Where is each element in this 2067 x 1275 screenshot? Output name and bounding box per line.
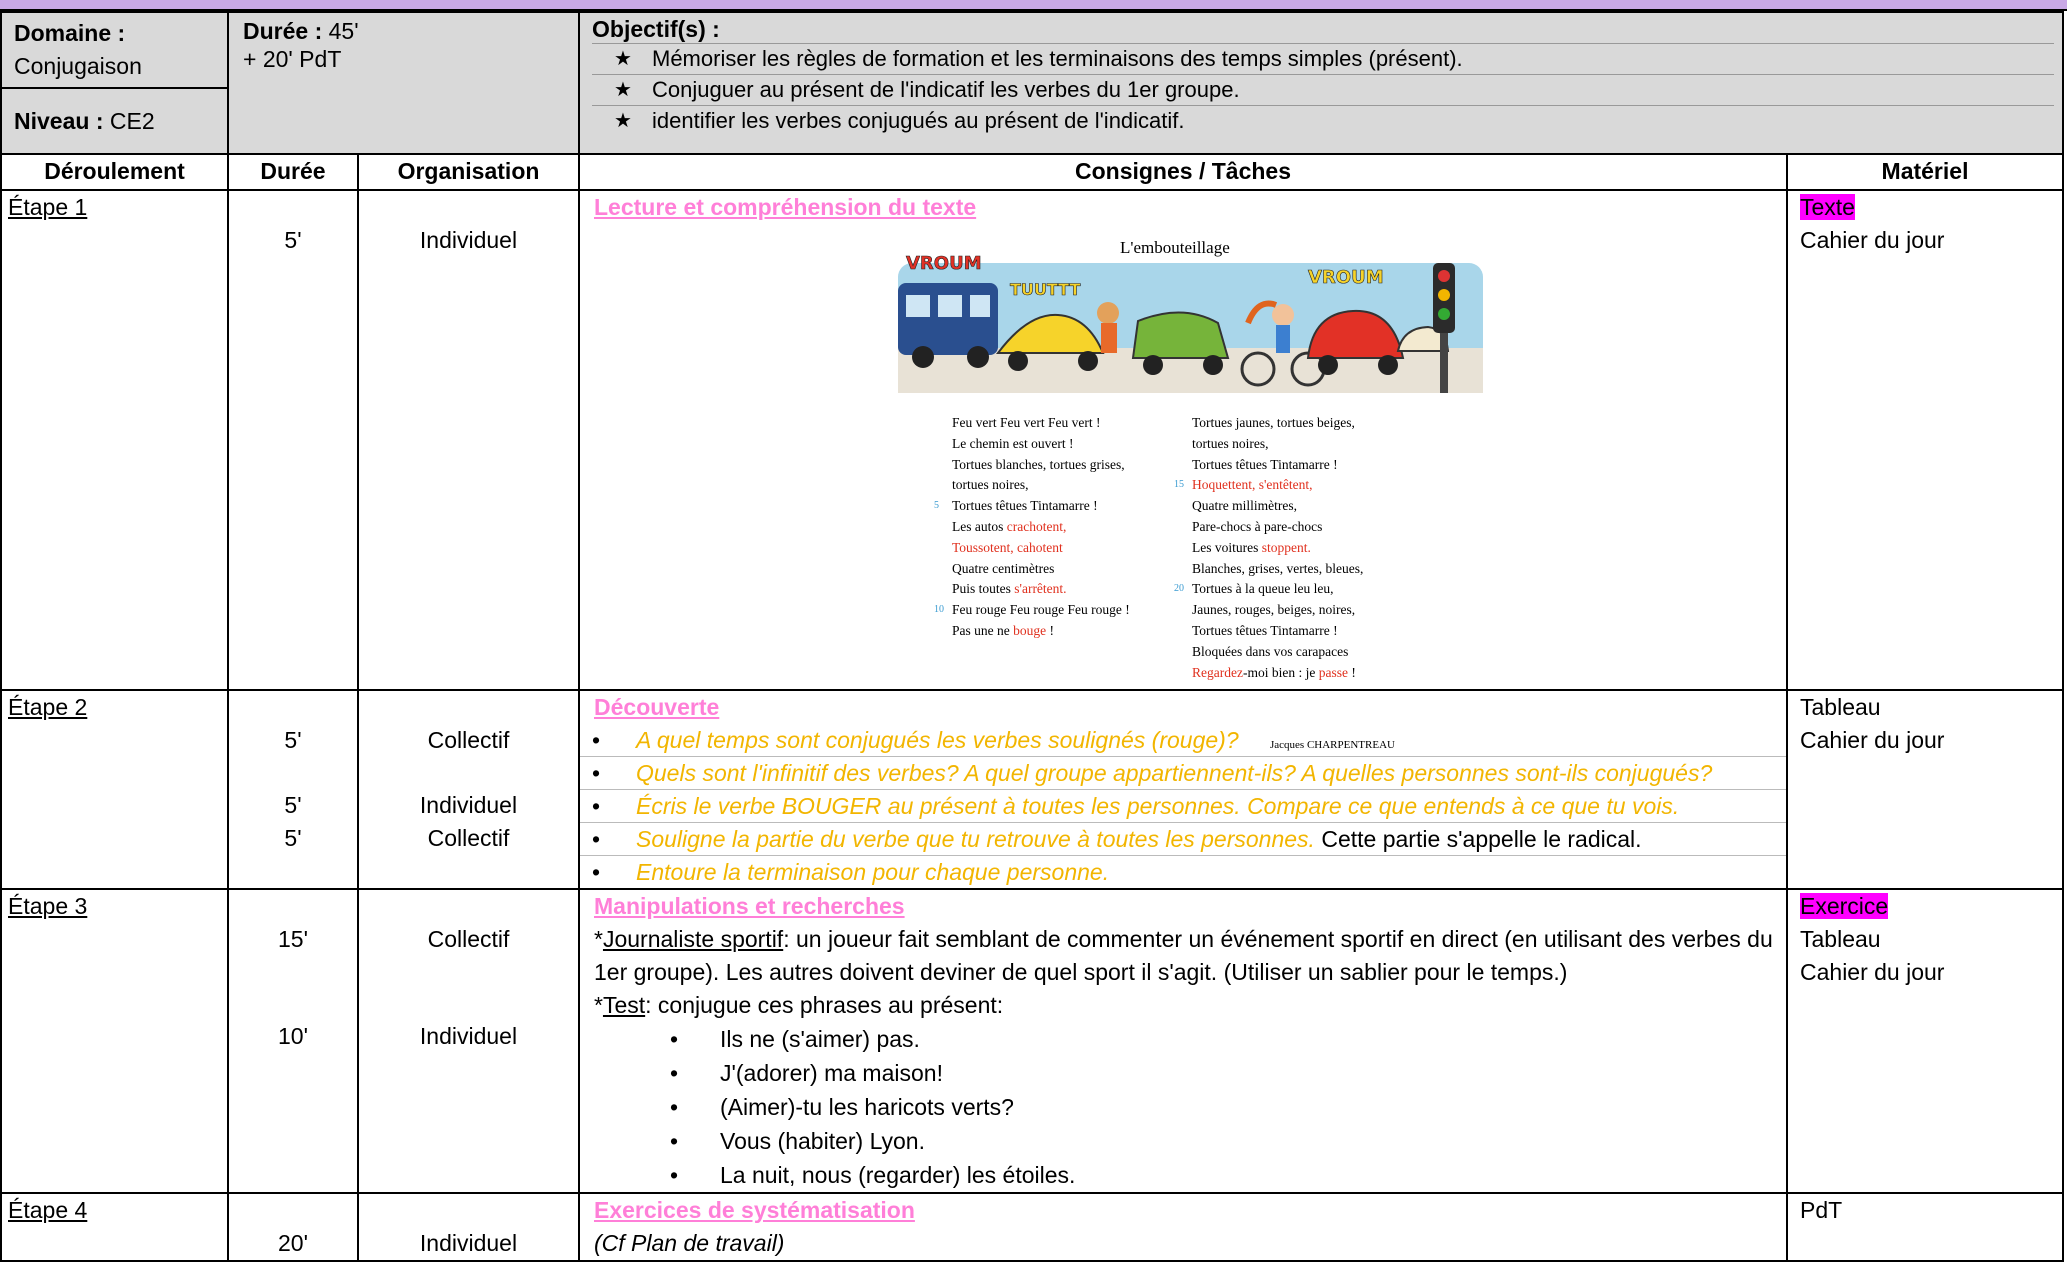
materiel-item: PdT [1800,1197,1843,1223]
org-value: Individuel [419,1023,518,1049]
org-cell [358,190,579,690]
duree-value: 20' [278,1230,308,1256]
line-number: 20 [1174,583,1184,595]
step-label-cell [1,190,228,690]
line-number: 15 [1174,479,1184,491]
line-number: 10 [934,604,944,616]
poem-text: Feu vert Feu vert Feu vert ! [952,415,1101,430]
vroum-text-right: VROUM [1308,267,1384,288]
step-label-cell [1,690,228,889]
journaliste-paragraph: *Journaliste sportif: un joueur fait semblant de commenter un événement sportif en direct (en utilisant des verbes du 1er groupe). Les autres doivent deviner de quel sport il s'agit. (Utiliser un sablier pour le temps.) [594,926,1773,985]
poem-line [952,517,1130,538]
consignes-cell [579,690,1787,889]
highlighted-verb: Hoquettent, s'entêtent, [1192,477,1313,493]
org-value: Collectif [427,926,510,952]
lesson-table [0,11,2064,1262]
poem-text: Tortues jaunes, tortues beiges, [1192,415,1355,430]
org-value: Individuel [419,227,518,253]
list-item [580,822,1786,855]
poem-text: Tortues blanches, tortues grises, [952,456,1125,472]
poem-line [1192,434,1363,455]
journaliste-label: Journaliste sportif [602,926,784,952]
step-label-cell [1,889,228,1193]
instruction-note: Cette partie s'appelle le radical. [1314,826,1642,852]
instruction-text: Quels sont l'infinitif des verbes? A quel groupe appartiennent-ils? A quelles personnes sont-ils conjugués? [636,760,1713,786]
col-organisation: Organisation [358,154,579,190]
poem-text: Les voitures [1192,539,1262,555]
poem-line [934,600,1130,621]
duree-cell [228,1193,358,1261]
duree-header-cell [228,12,579,154]
highlighted-verb: Toussotent, cahotent [952,539,1063,555]
materiel-cell [1787,889,2063,1193]
step-row-2 [1,690,2063,889]
materiel-cell [1787,1193,2063,1261]
list-item [580,789,1786,822]
duree-cell [228,889,358,1193]
poem-text: Tortues à la queue leu leu, [1192,581,1334,597]
poem-text: tortues noires, [952,477,1029,493]
poem-line [1174,475,1363,496]
poem-line [1192,413,1363,434]
objectifs-cell [579,12,2063,154]
domaine-value: Conjugaison [14,53,142,79]
objectif-item: ★ Mémoriser les règles de formation et les terminaisons des temps simples (présent). [592,43,2054,74]
materiel-item: Cahier du jour [1800,959,1945,985]
test-paragraph: *Test: conjugue ces phrases au présent: [594,992,1004,1018]
list-item: • J'(adorer) ma maison! [670,1056,1776,1090]
poem-text: Jaunes, rouges, beiges, noires, [1192,602,1356,618]
poem-line [952,559,1130,580]
instruction-text: Écris le verbe BOUGER au présent à toutes les personnes. Compare ce que entends à ce que tu vois. [636,793,1680,819]
poem-line [1192,496,1363,517]
poem-line [1192,600,1363,621]
poem-line [1192,663,1363,684]
step-label-cell [1,1193,228,1261]
highlighted-verb: passe [1318,664,1348,680]
poem-text: Puis toutes [952,581,1015,597]
poem-line [952,621,1130,642]
domaine-cell [1,12,228,88]
step-title-link[interactable]: Lecture et compréhension du texte [594,194,977,220]
poem-line [1192,455,1363,476]
line-number: 5 [934,500,939,512]
org-value: Collectif [427,727,510,753]
poem-text: Feu rouge Feu rouge Feu rouge ! [952,602,1130,618]
duree-value: 5' [284,727,302,753]
poem-text: Pas une ne [952,622,1014,638]
step-label: Étape 3 [8,893,88,919]
list-item [580,855,1786,888]
list-item: • Vous (habiter) Lyon. [670,1124,1776,1158]
poem-line [1192,642,1363,663]
poem-text: tortues noires, [1192,435,1269,451]
domaine-label: Domaine : [14,20,126,46]
poem-line [952,455,1130,476]
col-deroulement: Déroulement [1,154,228,190]
poem-line [952,579,1130,600]
list-item: • (Aimer)-tu les haricots verts? [670,1090,1776,1124]
org-value: Collectif [427,825,510,851]
org-cell [358,1193,579,1261]
vroum-text-left: VROUM [906,253,982,274]
duree-label: Durée : [243,18,323,44]
niveau-label: Niveau : [14,107,104,134]
materiel-item: Tableau [1800,694,1881,720]
niveau-value: CE2 [109,107,155,134]
org-value: Individuel [419,1230,518,1256]
poem-line [1192,538,1363,559]
instruction-text: A quel temps sont conjugués les verbes soulignés (rouge)? [636,727,1239,753]
column-header-row [1,154,2063,190]
duree-value: 5' [284,227,302,253]
col-duree: Durée [228,154,358,190]
highlighted-verb: stoppent. [1261,539,1311,555]
step-row-1 [1,190,2063,690]
poem-text: Quatre centimètres [952,560,1055,576]
poem-line [1192,559,1363,580]
materiel-cell [1787,690,2063,889]
poem-title: L'embouteillage [1120,238,1230,257]
poem-text: -moi bien : je [1242,664,1319,680]
highlighted-verb: Regardez [1192,664,1243,680]
highlighted-verb: s'arrêtent. [1014,581,1067,597]
duree-value: 15' [278,926,308,952]
poem-text: ! [1347,664,1356,680]
test-label: Test [602,992,646,1018]
test-text: : conjugue ces phrases au présent: [645,992,1004,1018]
instruction-text: Entoure la terminaison pour chaque personne. [636,859,1110,885]
highlighted-verb: bouge [1013,622,1047,638]
org-value: Individuel [419,792,518,818]
poem-line [952,434,1130,455]
top-band [0,0,2067,11]
poem-text: Quatre millimètres, [1192,498,1297,514]
instruction-text: Souligne la partie du verbe que tu retrouve à toutes les personnes. [636,826,1315,852]
plan-travail-text: (Cf Plan de travail) [594,1230,785,1256]
poem-line [1192,517,1363,538]
duree-value: 45' [328,18,359,44]
poem-line [1174,579,1363,600]
poem-line [952,475,1130,496]
step-row-4 [1,1193,2063,1261]
org-cell [358,889,579,1193]
duree-cell [228,690,358,889]
duree-value: 10' [278,1023,308,1049]
col-materiel: Matériel [1787,154,2063,190]
objectif-item: ★ identifier les verbes conjugués au présent de l'indicatif. [592,105,2054,136]
list-item: • La nuit, nous (regarder) les étoiles. [670,1158,1776,1192]
materiel-cell [1787,190,2063,690]
objectifs-label: Objectif(s) : [592,16,720,42]
poem-text: Tortues têtues Tintamarre ! [1192,622,1338,638]
materiel-item: Cahier du jour [1800,227,1945,253]
objectifs-list [592,43,2054,136]
step-label: Étape 1 [8,194,88,220]
poem-text: Bloquées dans vos carapaces [1192,643,1349,659]
traffic-jam-illustration [898,243,1483,403]
materiel-item: Tableau [1800,926,1881,952]
tuut-text: TUUTTT [1010,280,1081,299]
duree-value: 5' [284,825,302,851]
col-consignes: Consignes / Tâches [579,154,1787,190]
decouverte-list [580,724,1786,888]
header-row-1 [1,12,2063,88]
poem-text: Tortues têtues Tintamarre ! [952,498,1098,514]
poem-text: ! [1046,622,1054,638]
duree-extra: + 20' PdT [243,46,342,72]
step-label: Étape 2 [8,694,88,720]
highlighted-verb: crachotent, [1006,518,1067,534]
poem-line [1192,621,1363,642]
poem-line [934,496,1130,517]
step-title-link[interactable]: Découverte [594,694,720,720]
materiel-highlight: Exercice [1800,893,1889,919]
consignes-cell [579,1193,1787,1261]
objectif-item: ★ Conjuguer au présent de l'indicatif les verbes du 1er groupe. [592,74,2054,105]
poem-text: Tortues têtues Tintamarre ! [1192,456,1338,472]
org-cell [358,690,579,889]
list-item: • Ils ne (s'aimer) pas. [670,1022,1776,1056]
niveau-cell [1,88,228,154]
materiel-highlight: Texte [1800,194,1855,220]
journaliste-text: : un joueur fait semblant de commenter un événement sportif en direct (en utilisant des verbes du 1er groupe). Les autres doivent deviner de quel sport il s'agit. (Utiliser un sablier pour le temps.) [594,926,1773,985]
poem-text: Pare-chocs à pare-chocs [1192,518,1323,534]
step-title-link[interactable]: Manipulations et recherches [594,893,905,919]
poem-author: Jacques CHARPENTREAU [1270,739,1395,751]
step-row-3 [1,889,2063,1193]
poem-column-left [934,413,1130,642]
poem-text: Blanches, grises, vertes, bleues, [1192,560,1364,576]
poem-line [952,538,1130,559]
list-item [580,724,1786,756]
poem-text: Les autos [952,518,1007,534]
consignes-cell [579,889,1787,1193]
duree-value: 5' [284,792,302,818]
phrases-list [580,1022,1776,1192]
poem-column-right [1174,413,1364,683]
materiel-item: Cahier du jour [1800,727,1945,753]
list-item [580,756,1786,789]
poem-text: Le chemin est ouvert ! [952,435,1074,451]
step-label: Étape 4 [8,1197,88,1223]
duree-cell [228,190,358,690]
step-title-link[interactable]: Exercices de systématisation [594,1197,915,1223]
poem-line [952,413,1130,434]
